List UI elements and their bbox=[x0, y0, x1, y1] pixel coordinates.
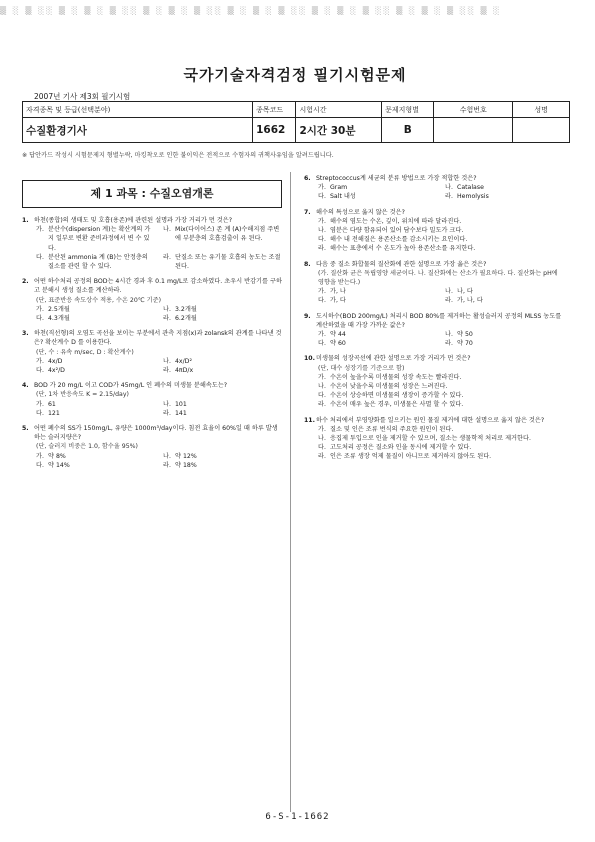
question-text: 도시하수(BOD 200mg/L) 처리시 BOD 80%를 제거하는 활성슬러지 공정의 MLSS 농도를 계산하였을 때 가장 가까운 값은? bbox=[316, 312, 562, 329]
option-text: 약 8% bbox=[48, 452, 66, 460]
option-text: 단질소 또는 유기물 호흡의 농도는 조절된다. bbox=[175, 253, 281, 271]
option-text: Mix(다이어스) 존 계 (A)수해지점 주변에 부분층의 호흡검출이 유 된다. bbox=[175, 226, 280, 243]
option-text: 4πD/x bbox=[175, 367, 194, 375]
answer-option[interactable] bbox=[163, 357, 282, 366]
answer-option[interactable] bbox=[318, 296, 437, 305]
answer-options bbox=[36, 305, 282, 323]
option-marker: 가. bbox=[36, 452, 44, 460]
option-text: 수온이 상승하면 미생물의 생장이 증가할 수 있다. bbox=[330, 392, 464, 400]
option-text: 4x/D² bbox=[175, 357, 192, 365]
exam-info-table bbox=[22, 101, 570, 143]
question-stem bbox=[22, 329, 282, 347]
answer-option[interactable] bbox=[36, 400, 155, 409]
question-number: 5. bbox=[22, 425, 29, 433]
option-marker: 가. bbox=[318, 373, 326, 381]
option-marker: 다. bbox=[36, 253, 44, 261]
answer-options bbox=[318, 425, 564, 462]
question-note: (단, 1차 반응속도 K = 2.15/day) bbox=[36, 391, 129, 399]
question bbox=[304, 260, 564, 306]
answer-option[interactable] bbox=[445, 339, 564, 348]
question-text: BOD 가 20 mg/L 이고 COD가 45mg/L 인 폐수의 미생물 분해속도는? bbox=[34, 382, 228, 390]
option-marker: 나. bbox=[163, 400, 171, 408]
option-text: 4x/D bbox=[48, 357, 63, 365]
answer-option[interactable] bbox=[36, 314, 155, 323]
answer-option[interactable] bbox=[36, 305, 155, 314]
question-stem bbox=[304, 174, 564, 183]
answer-option[interactable] bbox=[318, 330, 437, 339]
answer-option[interactable] bbox=[163, 253, 282, 271]
answer-option[interactable] bbox=[36, 366, 155, 375]
answer-option[interactable] bbox=[318, 192, 437, 201]
option-text: 해수는 표층에서 수 온도가 높아 용존산소를 유지한다. bbox=[330, 245, 476, 253]
question-text: 다음 중 질소 화합물의 질산화에 관한 설명으로 가장 옳은 것은? bbox=[316, 260, 487, 268]
option-text: 141 bbox=[175, 409, 187, 417]
option-marker: 라. bbox=[163, 253, 171, 261]
notice-text: ※ 답안카드 작성시 시험문제지 형별누락, 마킹착오로 인한 불이익은 전적으로 수험자의 귀책사유임을 알려드립니다. bbox=[22, 152, 334, 159]
option-marker: 다. bbox=[36, 409, 44, 417]
option-text: 4x²/D bbox=[48, 367, 65, 375]
question bbox=[22, 329, 282, 375]
option-text: 질소 및 인은 조류 번식의 주요한 원인이 된다. bbox=[330, 425, 454, 433]
option-marker: 다. bbox=[318, 236, 326, 244]
question-text: 어떤 폐수의 SS가 150mg/L, 유량은 1000m³/day이다. 침전 효율이 60%일 때 하루 발생하는 슬러지량은? bbox=[34, 425, 278, 442]
question-stem bbox=[22, 277, 282, 295]
exam-session: 2007년 기사 제3회 필기시험 bbox=[34, 92, 131, 101]
left-column bbox=[22, 174, 282, 476]
question bbox=[22, 381, 282, 418]
answer-option[interactable] bbox=[163, 314, 282, 323]
option-text: 61 bbox=[48, 400, 56, 408]
label-subject: 자격종목 및 등급(선택분야) bbox=[23, 102, 253, 118]
subject-heading: 제 1 과목 : 수질오염개론 bbox=[22, 180, 282, 208]
answer-option[interactable] bbox=[445, 330, 564, 339]
label-time: 시험시간 bbox=[296, 102, 382, 118]
answer-options bbox=[36, 225, 282, 271]
subject-value: 수질환경기사 bbox=[23, 118, 253, 143]
question-note: (가. 질산화 균은 독립영양 세균이다. 나. 질산화에는 산소가 필요하다. 다. 질산화는 pH에 영향을 받는다.) bbox=[318, 269, 558, 287]
answer-option[interactable] bbox=[163, 366, 282, 375]
answer-option[interactable] bbox=[163, 461, 282, 470]
answer-option[interactable] bbox=[163, 225, 282, 253]
option-text: 121 bbox=[48, 409, 60, 417]
option-marker: 라. bbox=[318, 401, 326, 409]
option-text: 염분은 다량 함유되어 있어 담수보다 밀도가 크다. bbox=[330, 227, 464, 235]
option-marker: 가. bbox=[36, 305, 44, 313]
option-text: 응집제 투입으로 인을 제거할 수 있으며, 질소는 생물학적 처리로 제거한다. bbox=[330, 435, 531, 443]
answer-option[interactable] bbox=[163, 305, 282, 314]
question-number: 2. bbox=[22, 278, 29, 286]
left-question-list bbox=[22, 216, 282, 470]
answer-option[interactable] bbox=[318, 382, 564, 391]
option-marker: 라. bbox=[445, 297, 453, 305]
question-stem bbox=[304, 208, 564, 217]
question-text: Streptococcus계 세균의 분류 방법으로 가장 적합한 것은? bbox=[316, 175, 477, 182]
question bbox=[22, 277, 282, 323]
answer-options bbox=[318, 217, 564, 254]
question-stem bbox=[304, 260, 564, 269]
option-marker: 다. bbox=[318, 297, 326, 305]
answer-options bbox=[318, 287, 564, 305]
option-marker: 가. bbox=[318, 184, 326, 192]
answer-options bbox=[36, 400, 282, 418]
option-text: 약 60 bbox=[330, 340, 346, 348]
question-number: 7. bbox=[304, 208, 311, 216]
option-text: 약 12% bbox=[175, 452, 197, 460]
question-number: 4. bbox=[22, 382, 29, 390]
answer-option[interactable] bbox=[163, 409, 282, 418]
option-marker: 나. bbox=[445, 331, 453, 339]
option-text: 분산수(dispersion 계)는 확산계의 가지 일부로 변환 준비과정에서 변 수 있다. bbox=[48, 226, 151, 252]
question-stem bbox=[22, 216, 282, 225]
option-text: 수온이 높을수록 미생물의 성장 속도는 빨라진다. bbox=[330, 373, 462, 381]
option-marker: 나. bbox=[445, 288, 453, 296]
label-name: 성명 bbox=[513, 102, 570, 118]
option-text: Salt 내성 bbox=[330, 193, 356, 201]
option-text: 4.3개월 bbox=[48, 315, 70, 323]
option-marker: 다. bbox=[36, 315, 44, 323]
option-marker: 가. bbox=[36, 400, 44, 408]
option-marker: 라. bbox=[163, 461, 171, 469]
option-text: 약 18% bbox=[175, 461, 197, 469]
answer-option[interactable] bbox=[36, 357, 155, 366]
question bbox=[304, 312, 564, 349]
scan-artifact: ▒ ░ ▒ ░░ ▒ ░ ▒ ░ ▒ ░░ ▒ ░ ▒ ░ ▒ ░░ ▒ ░ ▒ ░ ▒ ░░ ▒ ░ ▒ ░ ▒ ░░ ▒ ░ ▒ ░ ▒ ░░ ▒ ░ bbox=[0, 6, 502, 15]
question-stem bbox=[22, 424, 282, 442]
option-text: 고도처리 공정은 질소와 인을 동시에 제거할 수 있다. bbox=[330, 444, 472, 452]
option-text: 인은 조류 생장 억제 물질이 아니므로 제거하지 않아도 된다. bbox=[330, 453, 492, 461]
option-marker: 다. bbox=[36, 461, 44, 469]
option-text: Hemolysis bbox=[457, 193, 489, 201]
answer-option[interactable] bbox=[318, 183, 437, 192]
answer-option[interactable] bbox=[318, 434, 564, 443]
option-marker: 다. bbox=[318, 444, 326, 452]
question bbox=[22, 216, 282, 271]
answer-option[interactable] bbox=[36, 253, 155, 271]
option-marker: 가. bbox=[318, 331, 326, 339]
question-number: 6. bbox=[304, 175, 311, 182]
page-code: 6-S-1-1662 bbox=[265, 812, 330, 822]
answer-option[interactable] bbox=[36, 409, 155, 418]
option-marker: 라. bbox=[445, 340, 453, 348]
option-text: 약 50 bbox=[457, 331, 473, 339]
answer-option[interactable] bbox=[318, 226, 564, 235]
option-marker: 나. bbox=[318, 383, 326, 391]
answer-option[interactable] bbox=[318, 287, 437, 296]
option-text: 약 44 bbox=[330, 331, 346, 339]
option-text: 2.5개월 bbox=[48, 305, 70, 313]
page-title: 국가기술자격검정 필기시험문제 bbox=[183, 66, 407, 84]
option-text: 해수의 염도는 수온, 깊이, 위치에 따라 달라진다. bbox=[330, 217, 462, 225]
question-text: 어떤 하수처리 공정의 BOD는 4시간 경과 후 0.1 mg/L로 감소하였다. 초우시 반감기를 구하고 분해시 생성 질소를 계산하라. bbox=[34, 278, 282, 295]
option-text: 수온이 매우 높은 경우, 미생물은 사멸 할 수 있다. bbox=[330, 401, 464, 409]
option-marker: 다. bbox=[318, 193, 326, 201]
answer-option[interactable] bbox=[318, 425, 564, 434]
option-text: 6.2개월 bbox=[175, 315, 197, 323]
answer-option[interactable] bbox=[445, 296, 564, 305]
option-marker: 나. bbox=[163, 305, 171, 313]
option-marker: 라. bbox=[318, 453, 326, 461]
question-text: 하천(직선형)의 오염도 곡선을 보이는 부분에서 관측 지점(x)과 zolansk의 관계를 나타낸 것은? 확산계수 D 를 이용한다. bbox=[34, 330, 282, 347]
question bbox=[22, 424, 282, 470]
question-number: 1. bbox=[22, 217, 29, 224]
option-text: 나, 다 bbox=[457, 288, 473, 296]
option-marker: 라. bbox=[445, 193, 453, 201]
option-marker: 가. bbox=[318, 217, 326, 225]
option-text: Catalase bbox=[457, 184, 484, 192]
option-marker: 다. bbox=[318, 340, 326, 348]
question-number: 3. bbox=[22, 330, 29, 338]
question-note: (단, 슬러지 비중은 1.0, 함수율 95%) bbox=[36, 443, 138, 451]
answer-option[interactable] bbox=[318, 452, 564, 461]
option-marker: 라. bbox=[163, 409, 171, 417]
question bbox=[304, 208, 564, 254]
question-number: 9. bbox=[304, 312, 311, 320]
type-value: B bbox=[382, 118, 434, 143]
option-marker: 라. bbox=[163, 367, 171, 375]
question-stem bbox=[22, 381, 282, 390]
answer-option[interactable] bbox=[318, 373, 564, 382]
option-marker: 라. bbox=[163, 315, 171, 323]
question-text: 하천(종합)의 생태도 및 호흡(용존)에 관련된 설명과 가장 거리가 먼 것은? bbox=[34, 217, 232, 224]
answer-option[interactable] bbox=[318, 339, 437, 348]
option-marker: 나. bbox=[318, 435, 326, 443]
answer-options bbox=[318, 330, 564, 348]
option-marker: 다. bbox=[36, 367, 44, 375]
question-number: 8. bbox=[304, 260, 311, 268]
answer-option[interactable] bbox=[36, 225, 155, 253]
answer-option[interactable] bbox=[445, 192, 564, 201]
option-marker: 나. bbox=[163, 452, 171, 460]
option-text: 가, 나 bbox=[330, 288, 346, 296]
question-stem bbox=[304, 312, 564, 330]
answer-option[interactable] bbox=[36, 452, 155, 461]
right-column bbox=[304, 174, 564, 468]
option-text: 가, 나, 다 bbox=[457, 297, 483, 305]
option-marker: 가. bbox=[318, 288, 326, 296]
question bbox=[304, 416, 564, 462]
option-marker: 가. bbox=[36, 357, 44, 365]
answer-option[interactable] bbox=[163, 452, 282, 461]
answer-options bbox=[318, 373, 564, 410]
label-type: 문제지형별 bbox=[382, 102, 434, 118]
question-text: 하수 처리에서 부영양화를 일으키는 원인 물질 제거에 대한 설명으로 옳지 않은 것은? bbox=[316, 416, 545, 424]
answer-options bbox=[318, 183, 564, 201]
answer-option[interactable] bbox=[445, 287, 564, 296]
option-text: 약 14% bbox=[48, 461, 70, 469]
question-stem bbox=[304, 416, 564, 425]
answer-option[interactable] bbox=[318, 400, 564, 409]
question-text: 미생물의 성장곡선에 관한 설명으로 가장 거리가 먼 것은? bbox=[316, 355, 471, 363]
answer-option[interactable] bbox=[318, 443, 564, 452]
option-text: Gram bbox=[330, 184, 348, 192]
label-code: 종목코드 bbox=[253, 102, 296, 118]
option-text: 약 70 bbox=[457, 340, 473, 348]
option-text: 가, 다 bbox=[330, 297, 346, 305]
question-note: (단, 대수 성장기를 기준으로 함) bbox=[318, 364, 405, 372]
option-text: 해수 내 전해질은 용존산소를 감소시키는 요인이다. bbox=[330, 236, 468, 244]
option-marker: 다. bbox=[318, 392, 326, 400]
answer-options bbox=[36, 357, 282, 375]
examinee-number-field[interactable] bbox=[434, 118, 513, 143]
question-number: 10. bbox=[304, 355, 315, 363]
question-note: (단, 수 : 유속 m/sec, D : 확산계수) bbox=[36, 348, 134, 356]
question bbox=[304, 174, 564, 202]
option-marker: 나. bbox=[163, 226, 171, 234]
answer-option[interactable] bbox=[318, 217, 564, 226]
answer-option[interactable] bbox=[163, 400, 282, 409]
question-number: 11. bbox=[304, 416, 315, 424]
answer-option[interactable] bbox=[36, 461, 155, 470]
option-marker: 가. bbox=[318, 425, 326, 433]
code-value: 1662 bbox=[253, 118, 296, 143]
question bbox=[304, 354, 564, 409]
option-marker: 라. bbox=[318, 245, 326, 253]
right-question-list bbox=[304, 174, 564, 462]
answer-options bbox=[36, 452, 282, 470]
option-text: 수온이 낮을수록 미생물의 성장은 느려진다. bbox=[330, 383, 448, 391]
question-note: (단, 표준반응 속도상수 적용, 수온 20℃ 기준) bbox=[36, 296, 162, 304]
answer-option[interactable] bbox=[318, 244, 564, 253]
question-stem bbox=[304, 354, 564, 363]
option-text: 3.2개월 bbox=[175, 305, 197, 313]
option-marker: 나. bbox=[318, 227, 326, 235]
answer-option[interactable] bbox=[318, 235, 564, 244]
option-text: 분산된 ammonia 계 (B)는 안정층의 질소를 관련 할 수 있다. bbox=[48, 253, 148, 271]
time-value: 2시간 30분 bbox=[296, 118, 382, 143]
label-examinee-number: 수험번호 bbox=[434, 102, 513, 118]
answer-option[interactable] bbox=[445, 183, 564, 192]
question-text: 해수의 특성으로 옳지 않은 것은? bbox=[316, 208, 405, 216]
option-marker: 나. bbox=[163, 357, 171, 365]
answer-option[interactable] bbox=[318, 391, 564, 400]
name-field[interactable] bbox=[513, 118, 570, 143]
option-text: 101 bbox=[175, 400, 187, 408]
option-marker: 가. bbox=[36, 226, 44, 234]
option-marker: 나. bbox=[445, 184, 453, 192]
column-divider bbox=[290, 172, 291, 812]
